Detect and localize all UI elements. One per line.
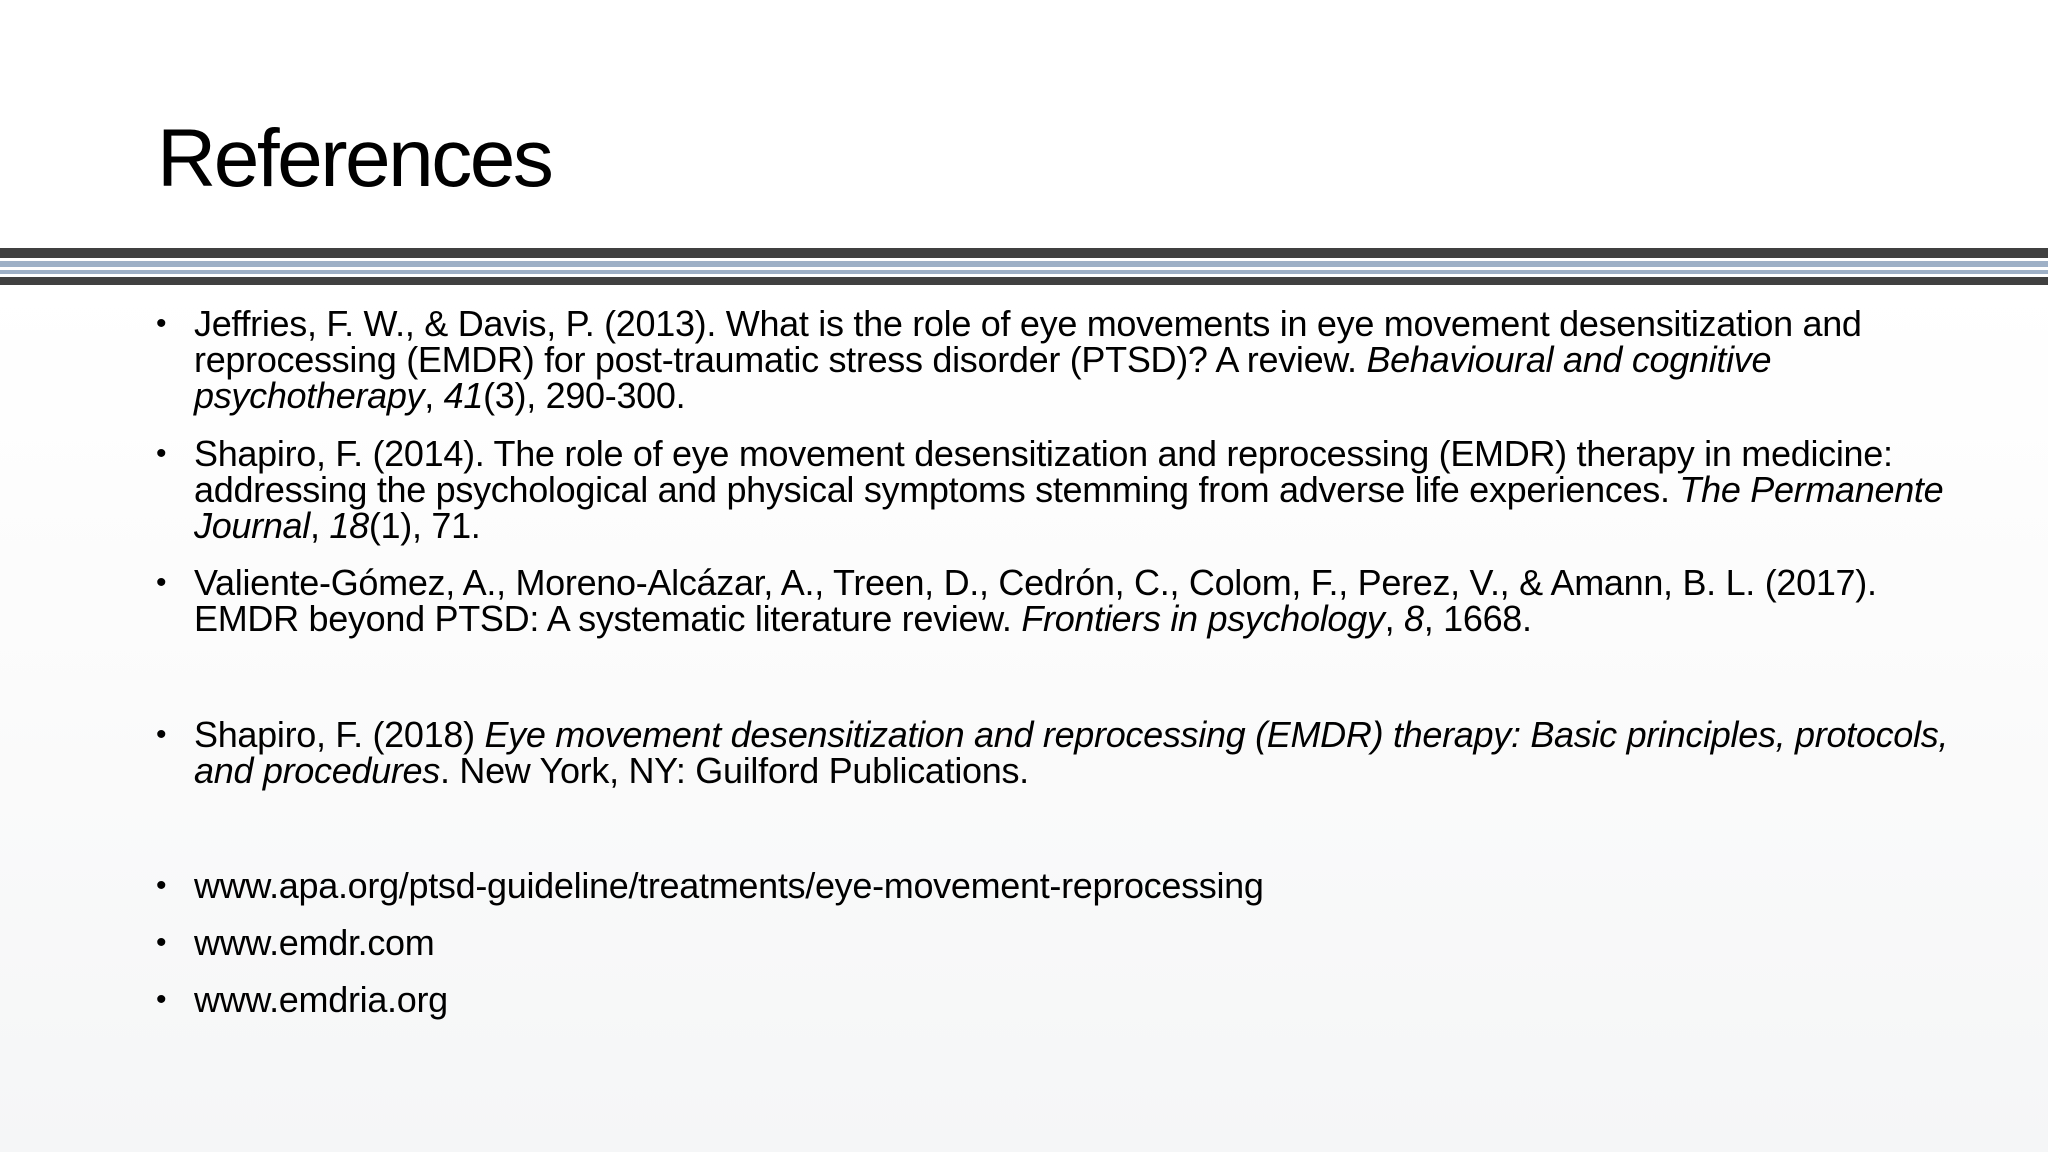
- reference-text: . New York, NY: Guilford Publications.: [439, 750, 1029, 791]
- volume-number: 18: [329, 505, 369, 546]
- reference-url[interactable]: www.emdria.org: [194, 979, 448, 1020]
- reference-text: Jeffries, F. W., & Davis, P. (2013). What is the role of eye movements in eye movement desensitization and reprocessing (EMDR) for post-traumatic stress disorder (PTSD)? A review.: [194, 303, 1862, 380]
- reference-item: [156, 303, 1986, 416]
- slide-title: References: [157, 113, 552, 204]
- reference-text: ,: [309, 505, 330, 546]
- reference-link[interactable]: [156, 865, 1986, 906]
- reference-text: Shapiro, F. (2014). The role of eye movement desensitization and reprocessing (EMDR) therapy in medicine: addressing the psychological and physical symptoms stemming from adverse life experiences.: [194, 433, 1893, 510]
- reference-text: (3), 290-300.: [483, 375, 686, 416]
- reference-item: [156, 433, 1986, 546]
- volume-number: 8: [1403, 598, 1424, 639]
- header-divider-blue-bottom: [0, 270, 2048, 274]
- reference-text: ,: [424, 375, 444, 416]
- reference-text: ,: [1384, 598, 1404, 639]
- journal-title: Behavioural and cognitive psychotherapy: [194, 339, 1772, 416]
- journal-title: The Permanente Journal: [194, 469, 1944, 546]
- book-title: Eye movement desensitization and reprocessing (EMDR) therapy: Basic principles, protocols, and procedures: [194, 714, 1949, 791]
- reference-item: [156, 714, 1986, 791]
- reference-link[interactable]: [156, 979, 1986, 1020]
- reference-item: [156, 562, 1986, 639]
- reference-text: (1), 71.: [368, 505, 481, 546]
- header-divider-dark-bottom: [0, 277, 2048, 285]
- reference-text: , 1668.: [1423, 598, 1532, 639]
- reference-text: Valiente-Gómez, A., Moreno-Alcázar, A., Treen, D., Cedrón, C., Colom, F., Perez, V., & Amann, B. L. (2017). EMDR beyond PTSD: A systematic literature review.: [194, 562, 1877, 639]
- header-divider-dark-top: [0, 248, 2048, 258]
- reference-list: [156, 303, 1986, 1020]
- reference-link[interactable]: [156, 922, 1986, 963]
- volume-number: 41: [443, 375, 484, 416]
- journal-title: Frontiers in psychology: [1021, 598, 1385, 639]
- reference-url[interactable]: www.apa.org/ptsd-guideline/treatments/eye-movement-reprocessing: [194, 865, 1264, 906]
- reference-text: Shapiro, F. (2018): [194, 714, 485, 755]
- reference-url[interactable]: www.emdr.com: [194, 922, 435, 963]
- header-divider-blue-top: [0, 261, 2048, 267]
